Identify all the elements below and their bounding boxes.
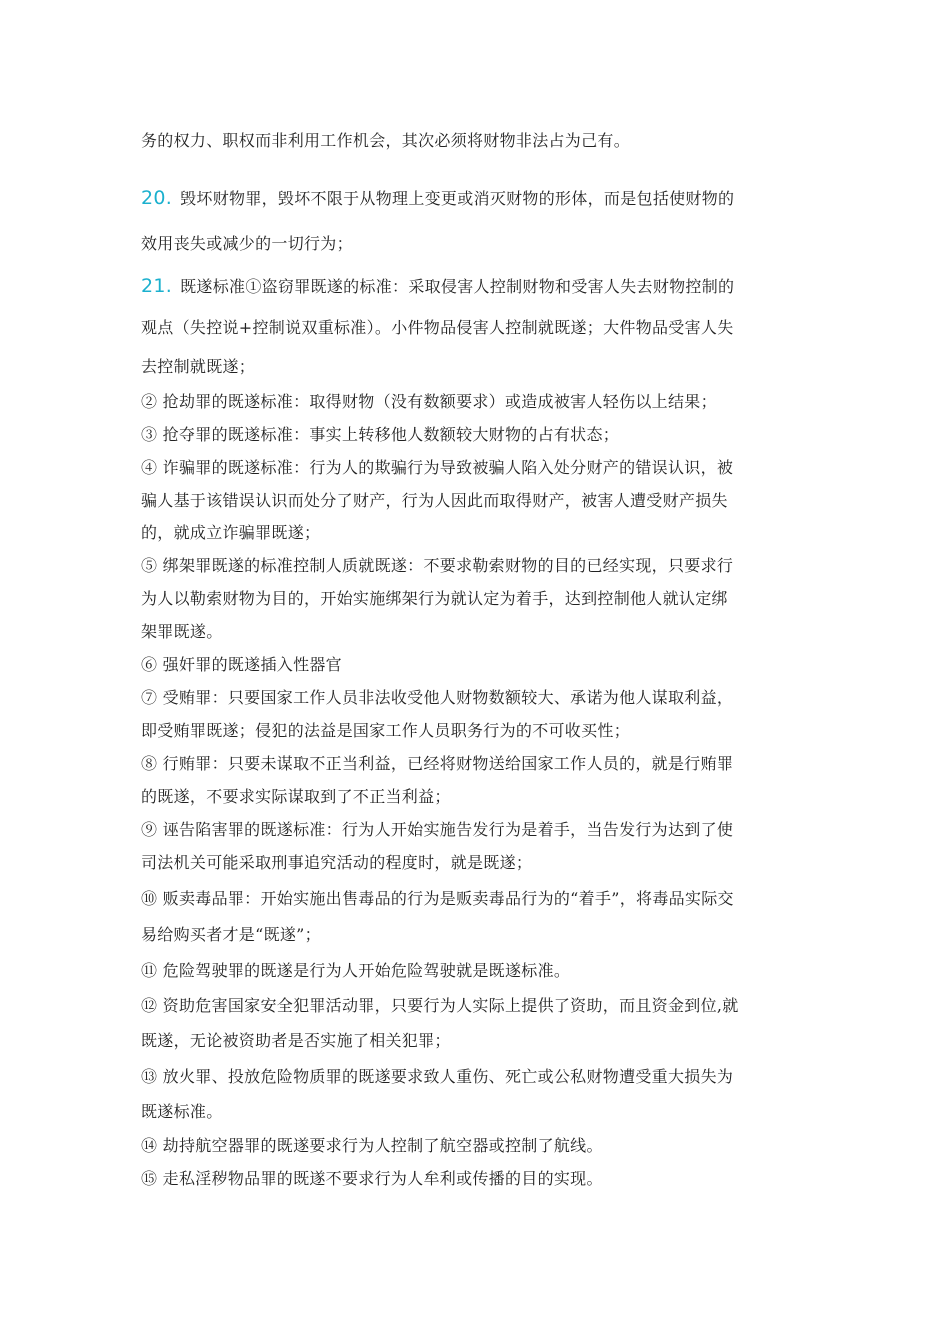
paragraph-line [141, 457, 809, 479]
item-number: 21. [141, 275, 173, 297]
paragraph-line [141, 522, 809, 544]
paragraph-line [141, 852, 809, 874]
line-text: 务的权力、职权而非利用工作机会，其次必须将财物非法占为己有。 [141, 131, 631, 150]
paragraph-line [141, 819, 809, 841]
line-text: 既遂，无论被资助者是否实施了相关犯罪； [141, 1031, 451, 1050]
line-text: 的，就成立诈骗罪既遂； [141, 523, 321, 542]
paragraph-line [141, 924, 809, 946]
paragraph-line [141, 391, 809, 413]
line-text: ④ 诈骗罪的既遂标准：行为人的欺骗行为导致被骗人陷入处分财产的错误认识，被 [141, 458, 734, 477]
paragraph-line [141, 720, 809, 742]
line-text: ③ 抢夺罪的既遂标准：事实上转移他人数额较大财物的占有状态； [141, 425, 620, 444]
line-text: 架罪既遂。 [141, 622, 223, 641]
paragraph-line [141, 588, 809, 610]
paragraph-line [141, 786, 809, 808]
paragraph-line [141, 654, 809, 676]
paragraph-line [141, 130, 809, 152]
paragraph-line [141, 960, 809, 982]
line-text: ⑨ 诬告陷害罪的既遂标准：行为人开始实施告发行为是着手，当告发行为达到了使 [141, 820, 734, 839]
line-text: ⑧ 行贿罪：只要未谋取不正当利益，已经将财物送给国家工作人员的，就是行贿罪 [141, 754, 734, 773]
line-text: 观点（失控说+控制说双重标准）。小件物品侵害人控制就既遂；大件物品受害人失 [141, 318, 734, 337]
line-text: 既遂标准①盗窃罪既遂的标准：采取侵害人控制财物和受害人失去财物控制的 [180, 277, 735, 296]
paragraph-line [141, 621, 809, 643]
paragraph-line [141, 1168, 809, 1190]
line-text: 即受贿罪既遂；侵犯的法益是国家工作人员职务行为的不可收买性； [141, 721, 631, 740]
line-text: ⑬ 放火罪、投放危险物质罪的既遂要求致人重伤、死亡或公私财物遭受重大损失为 [141, 1067, 734, 1086]
line-text: ⑮ 走私淫秽物品罪的既遂不要求行为人牟利或传播的目的实现。 [141, 1169, 603, 1188]
line-text: 易给购买者才是“既遂”； [141, 925, 321, 944]
line-text: 毁坏财物罪，毁坏不限于从物理上变更或消灭财物的形体，而是包括使财物的 [180, 189, 735, 208]
paragraph-line [141, 275, 809, 298]
line-text: 既遂标准。 [141, 1102, 223, 1121]
paragraph-line [141, 888, 809, 910]
line-text: ⑦ 受贿罪：只要国家工作人员非法收受他人财物数额较大、承诺为他人谋取利益， [141, 688, 734, 707]
line-text: 去控制就既遂； [141, 357, 256, 376]
line-text: 为人以勒索财物为目的，开始实施绑架行为就认定为着手，达到控制他人就认定绑 [141, 589, 728, 608]
paragraph-line [141, 1135, 809, 1157]
paragraph-line [141, 1101, 809, 1123]
paragraph-line [141, 233, 809, 255]
line-text: ② 抢劫罪的既遂标准：取得财物（没有数额要求）或造成被害人轻伤以上结果； [141, 392, 717, 411]
paragraph-line [141, 187, 809, 210]
line-text: 司法机关可能采取刑事追究活动的程度时，就是既遂； [141, 853, 533, 872]
line-text: ⑤ 绑架罪既遂的标准控制人质就既遂：不要求勒索财物的目的已经实现，只要求行 [141, 556, 734, 575]
paragraph-line [141, 1066, 809, 1088]
item-number: 20. [141, 187, 173, 209]
paragraph-line [141, 1030, 809, 1052]
paragraph-line [141, 995, 809, 1017]
line-text: ⑫ 资助危害国家安全犯罪活动罪，只要行为人实际上提供了资助，而且资金到位,就 [141, 996, 739, 1015]
line-text: 骗人基于该错误认识而处分了财产，行为人因此而取得财产，被害人遭受财产损失 [141, 491, 728, 510]
paragraph-line [141, 555, 809, 577]
paragraph-line [141, 356, 809, 378]
line-text: 效用丧失或减少的一切行为； [141, 234, 353, 253]
line-text: ⑭ 劫持航空器罪的既遂要求行为人控制了航空器或控制了航线。 [141, 1136, 603, 1155]
line-text: 的既遂，不要求实际谋取到了不正当利益； [141, 787, 451, 806]
paragraph-line [141, 424, 809, 446]
paragraph-line [141, 753, 809, 775]
line-text: ⑥ 强奸罪的既遂插入性器官 [141, 655, 342, 674]
line-text: ⑩ 贩卖毒品罪：开始实施出售毒品的行为是贩卖毒品行为的“着手”，将毒品实际交 [141, 889, 734, 908]
line-text: ⑪ 危险驾驶罪的既遂是行为人开始危险驾驶就是既遂标准。 [141, 961, 571, 980]
paragraph-line [141, 490, 809, 512]
paragraph-line [141, 317, 809, 339]
paragraph-line [141, 687, 809, 709]
